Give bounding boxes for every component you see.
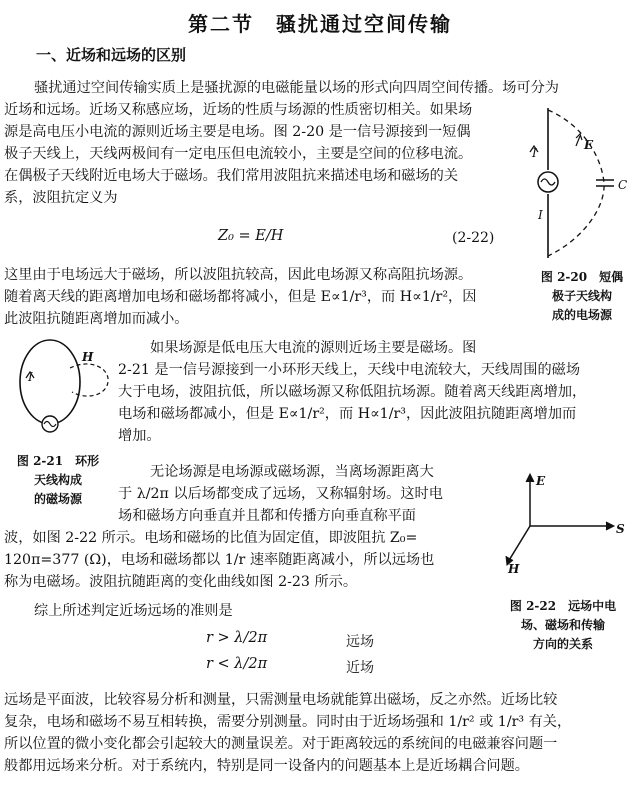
h-axis [508, 526, 530, 562]
figure-2-22-axes [500, 470, 630, 580]
paragraph-line: 极子天线上，天线两极间有一定电压但电流较小，主要是空间的位移电流。 [4, 146, 473, 162]
paragraph-line: 源是高电压小电流的源则近场主要是电场。图 2-20 是一信号源接到一短偶 [4, 124, 471, 140]
figure-2-21-loop [10, 338, 120, 438]
caption-line: 极子天线构 [551, 289, 612, 303]
paragraph-line: 增加。 [118, 428, 161, 444]
paragraph-line: 场和磁场方向垂直并且都和传播方向垂直称平面 [118, 508, 416, 524]
fig-2-22-label-h: H [508, 562, 520, 576]
paragraph-line: 120π=377 (Ω)，电场和磁场都以 1/r 速率随距离减小，所以远场也 [4, 552, 435, 568]
fig-2-21-caption [8, 452, 108, 509]
paragraph-line: 骚扰通过空间传输实质上是骚扰源的电磁能量以场的形式向四周空间传播。场可分为 [34, 80, 559, 96]
paragraph-line: 大于电场，波阻抗低，所以磁场源又称低阻抗场源。随着离天线距离增加， [118, 384, 587, 400]
fig-2-22-label-e: E [536, 474, 546, 488]
paragraph-line: 般都用远场来分析。对于系统内，特别是同一设备内的问题基本上是近场耦合问题。 [4, 758, 529, 774]
caption-line: 方向的关系 [532, 637, 593, 651]
caption-line: 场、磁场和传输 [520, 618, 605, 632]
caption-line: 天线构成 [33, 473, 82, 487]
fig-2-20-caption [528, 268, 636, 325]
caption-line: 的磁场源 [33, 492, 82, 506]
caption-line: 图 2-22 远场中电 [509, 599, 617, 613]
criterion-expression: r < λ/2π [206, 656, 268, 672]
paragraph-line: 在偶极子天线附近电场大于磁场。我们常用波阻抗来描述电场和磁场的关 [4, 168, 459, 184]
caption-line: 图 2-21 环形 [16, 454, 100, 468]
paragraph-line: 系，波阻抗定义为 [4, 190, 118, 206]
fig-2-20-label-efield: E [584, 138, 594, 152]
paragraph-line: 2-21 是一信号源接到一小环形天线上，天线中电流较大，天线周围的磁场 [118, 362, 581, 378]
paragraph-line: 近场和远场。近场又称感应场，近场的性质与场源的性质密切相关。如果场 [4, 102, 473, 118]
paragraph-line: 随着离天线的距离增加电场和磁场都将减小，但是 E∝1/r³，而 H∝1/r²，因 [4, 289, 477, 305]
fig-2-21-label-current: I [28, 370, 33, 384]
criterion-label: 近场 [346, 660, 374, 676]
paragraph-line: 综上所述判定近场远场的准则是 [34, 603, 233, 619]
paragraph-line: 于 λ/2π 以后场都变成了远场，又称辐射场。这时电 [118, 486, 443, 502]
paragraph-line: 所以位置的微小变化都会引起较大的测量误差。对于距离较远的系统间的电磁兼容问题一 [4, 736, 558, 752]
figure-2-20-dipole [520, 108, 630, 258]
page-title: 第二节 骚扰通过空间传输 [188, 12, 452, 36]
paragraph-line: 称为电磁场。波阻抗随距离的变化曲线如图 2-23 所示。 [4, 574, 358, 590]
fig-2-20-label-capacitor: C [618, 178, 628, 192]
fig-2-21-label-hfield: H [82, 350, 94, 364]
paragraph-line: 复杂，电场和磁场不易互相转换，需要分别测量。同时由于近场场强和 1/r² 或 1/r³ 有关， [4, 714, 572, 730]
caption-line: 成的电场源 [551, 308, 612, 322]
paragraph-line: 远场是平面波，比较容易分析和测量，只需测量电场就能算出磁场，反之亦然。近场比较 [4, 692, 558, 708]
hfield-line [70, 364, 108, 396]
equation-wave-impedance: Z₀ = E/H [218, 228, 284, 244]
criterion-expression: r > λ/2π [206, 630, 268, 646]
equation-number: (2-22) [452, 230, 495, 246]
fig-2-20-label-current-bottom: I [538, 208, 543, 222]
paragraph-line: 这里由于电场远大于磁场，所以波阻抗较高，因此电场源又称高阻抗场源。 [4, 267, 473, 283]
fig-2-22-label-s: S [616, 522, 625, 536]
fig-2-20-label-current-top: I [532, 146, 537, 160]
caption-line: 图 2-20 短偶 [540, 270, 624, 284]
paragraph-line: 波，如图 2-22 所示。电场和磁场的比值为固定值，即波阻抗 Z₀= [4, 530, 418, 546]
paragraph-line: 此波阻抗随距离增加而减小。 [4, 311, 189, 327]
paragraph-line: 电场和磁场都减小，但是 E∝1/r²，而 H∝1/r³，因此波阻抗随距离增加而 [118, 406, 577, 422]
criterion-label: 远场 [346, 634, 374, 650]
section-heading: 一、近场和远场的区别 [36, 46, 187, 64]
paragraph-line: 无论场源是电场源或磁场源，当离场源距离大 [150, 464, 434, 480]
fig-2-22-caption [490, 597, 636, 654]
paragraph-line: 如果场源是低电压大电流的源则近场主要是磁场。图 [150, 340, 477, 356]
